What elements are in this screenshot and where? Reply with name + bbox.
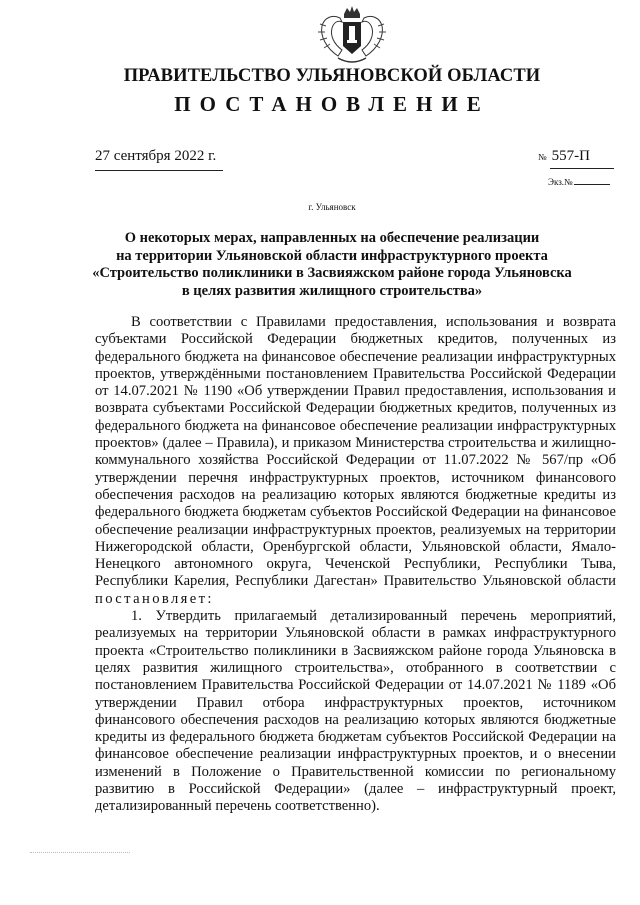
title-line: «Строительство поликлиники в Засвияжском районе города Ульяновска <box>92 265 572 281</box>
number-underline <box>550 168 614 169</box>
city: г. Ульяновск <box>308 202 356 212</box>
copy-number-blank <box>574 184 610 185</box>
title-line: на территории Ульяновской области инфраструктурного проекта <box>116 247 548 264</box>
paragraph-item-1: 1. Утвердить прилагаемый детализированный перечень мероприятий, реализуемых на территории Ульяновской области в рамках инфраструктурного проекта «Строительство поликлиники в Засвияжском районе города Ульяновска в целях развития жилищного строительства», отобранного в соответствии с постановлением Правительства Российской Федерации от 14.07.2021 № 1189 «Об утверждении Правил отбора инфраструктурных проектов, источником финансового обеспечения расходов на реализацию которых являются бюджетные кредиты из федерального бюджета бюджетам субъектов Российской Федерации на финансовое обеспечение реализации инфраструктурных проектов, и о внесении изменений в Положение о Правительственной комиссии по региональному развитию в Российской Федерации» (далее – инфраструктурный проект, детализированный перечень соответственно). <box>95 608 616 815</box>
decree-word: постановляет: <box>95 590 214 607</box>
document-number: 557-П <box>551 148 590 164</box>
preamble-text: В соответствии с Правилами предоставления, использования и возврата субъектами Российской Федерации бюджетных кредитов, полученных из федерального бюджета на финансовое обеспечение реализации инфраструктурных проектов, утверждёнными постановлением Правительства Российской Федерации от 14.07.2021 № 1190 «Об утверждении Правил предоставления, использования и возврата субъектами Российской Федерации бюджетных кредитов, полученных из федерального бюджета на финансовое обеспечение реализации инфраструктурных проектов» (далее – Правила), и приказом Министерства строительства и жилищно-коммунального хозяйства Российской Федерации от 11.07.2022 № 567/пр «Об утверждении перечня инфраструктурных проектов, источником финансового обеспечения расходов на реализацию которых являются бюджетные кредиты из федерального бюджета бюджетам субъектов Российской Федерации на финансовое обеспечение реализации инфраструктурных проектов, реализуемых на территории Нижегородской области, Оренбургской области, Ульяновской области, Ямало-Ненецкого автономного округа, Чеченской Республики, Республики Тыва, Республики Карелия, Республики Дагестан» Правительство Ульяновской области <box>95 314 616 590</box>
coat-of-arms-emblem <box>312 4 392 68</box>
copy-number-field <box>548 177 610 187</box>
title-line: в целях развития жилищного строительства» <box>181 282 483 299</box>
copy-label: Экз.№ <box>548 177 573 187</box>
document-date: 27 сентября 2022 г. <box>95 148 217 164</box>
document-body <box>95 314 616 816</box>
date-underline <box>95 170 223 171</box>
number-sign: № <box>538 152 547 162</box>
paragraph-preamble <box>95 314 616 608</box>
scan-artifact-dots <box>30 852 130 853</box>
title-line: О некоторых мерах, направленных на обеспечение реализации <box>124 230 540 246</box>
document-type: ПОСТАНОВЛЕНИЕ <box>174 92 490 116</box>
document-number-field <box>538 148 590 165</box>
government-name: ПРАВИТЕЛЬСТВО УЛЬЯНОВСКОЙ ОБЛАСТИ <box>123 66 541 86</box>
document-title <box>0 230 640 300</box>
